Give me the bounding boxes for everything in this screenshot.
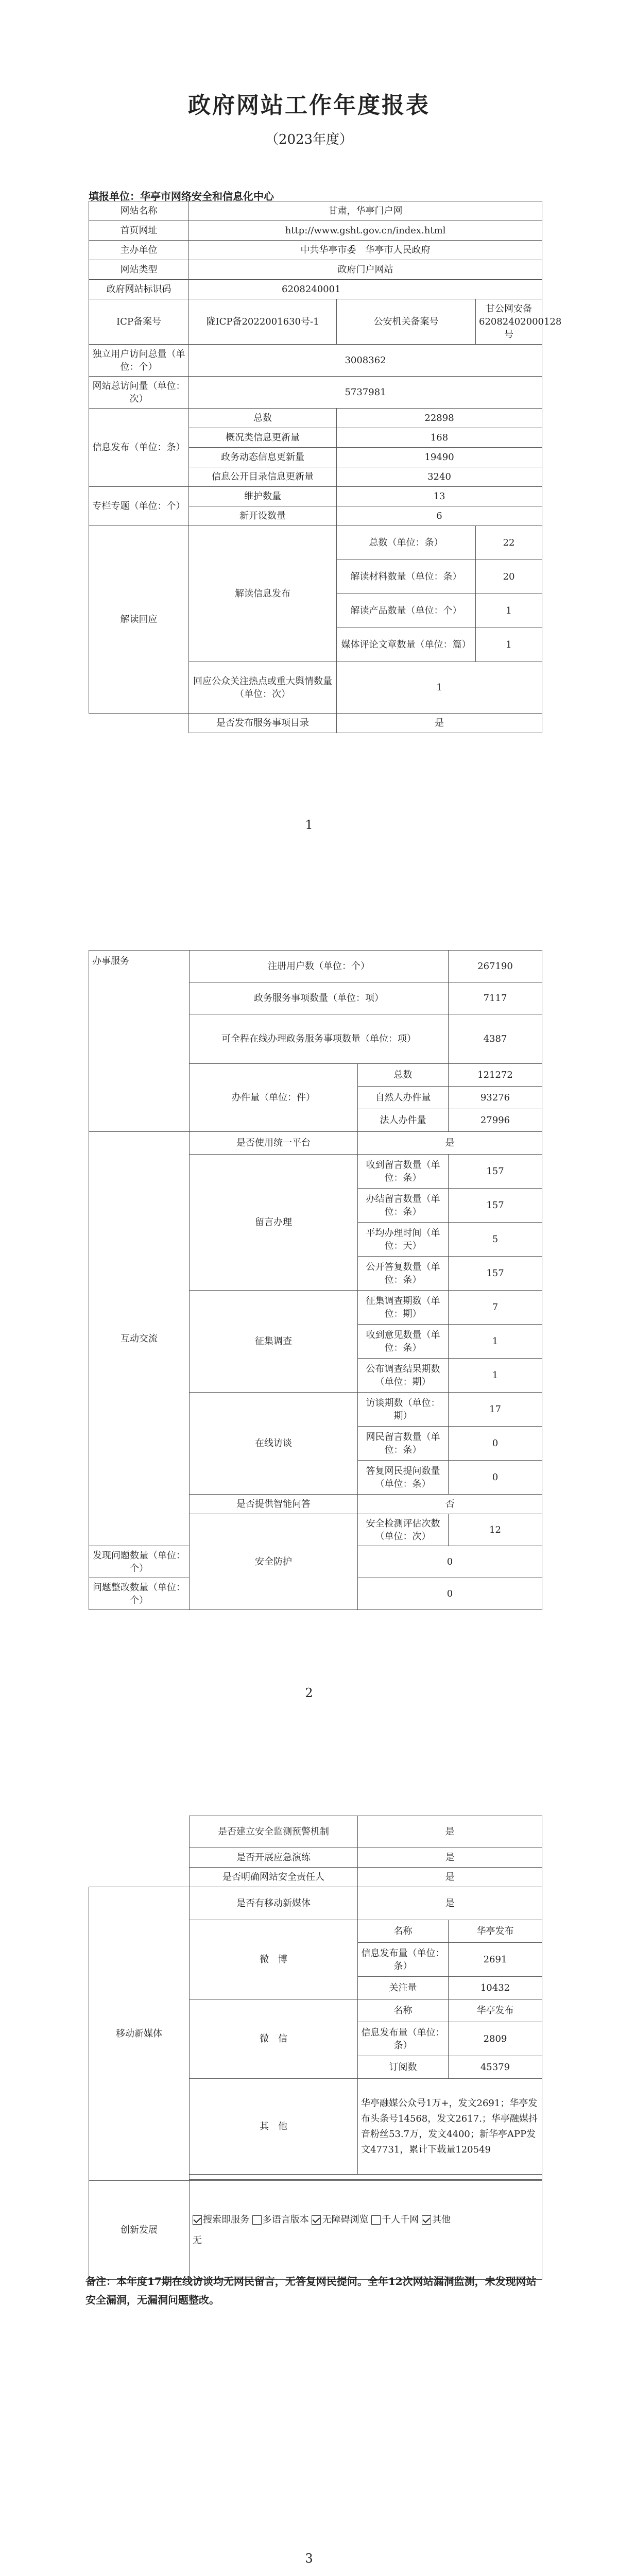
site-name-label: 网站名称: [89, 201, 189, 221]
msg-recv-value: 157: [449, 1155, 542, 1189]
homepage-label: 首页网址: [89, 221, 189, 241]
iv-question-value: 0: [449, 1427, 542, 1461]
icp-label: ICP备案号: [89, 299, 189, 345]
sec-fixed-value: 0: [358, 1578, 542, 1610]
cases-legal-label: 法人办件量: [358, 1109, 449, 1132]
sec-fixed-label: 问题整改数量（单位：个）: [89, 1578, 190, 1610]
online-label: 可全程在线办理政务服务事项数量（单位：项）: [190, 1014, 449, 1064]
survey-result-label: 公布调查结果期数（单位：期）: [358, 1359, 449, 1393]
survey-opinion-label: 收到意见数量（单位：条）: [358, 1325, 449, 1359]
msg-pub-label: 公开答复数量（单位：条）: [358, 1257, 449, 1291]
table-basic-info: [89, 201, 562, 733]
wechat-label: 微 信: [190, 1999, 358, 2079]
cases-legal-value: 27996: [449, 1109, 542, 1132]
unified-label: 是否使用统一平台: [190, 1132, 358, 1155]
cases-label: 办件量（单位：件）: [190, 1064, 358, 1132]
survey-count-label: 征集调查期数（单位：期）: [358, 1291, 449, 1325]
psb-label: 公安机关备案号: [337, 299, 476, 345]
host-label: 主办单位: [89, 241, 189, 260]
monitor-label: 是否建立安全监测预警机制: [190, 1816, 358, 1848]
info-news-label: 政务动态信息更新量: [189, 448, 337, 467]
survey-count-value: 7: [449, 1291, 542, 1325]
survey-result-value: 1: [449, 1359, 542, 1393]
innovation-label: 创新发展: [89, 2181, 190, 2280]
innov-option-other[interactable]: 其他: [422, 2214, 451, 2225]
uv-value: 3008362: [189, 345, 542, 377]
wechat-name-label: 名称: [358, 1999, 449, 2022]
survey-opinion-value: 1: [449, 1325, 542, 1359]
iv-count-label: 访谈期数（单位：期）: [358, 1393, 449, 1427]
innov-option-personalized[interactable]: 千人千网: [371, 2214, 419, 2225]
interact-label: 互动交流: [89, 1132, 190, 1546]
monitor-value: 是: [358, 1816, 542, 1848]
page-number-2: 2: [305, 1686, 313, 1700]
page-number-1: 1: [305, 818, 313, 832]
uv-label: 独立用户访问总量（单位：个）: [89, 345, 189, 377]
cases-natural-value: 93276: [449, 1087, 542, 1109]
icp-value: 陇ICP备2022001630号-1: [189, 299, 337, 345]
iv-answer-value: 0: [449, 1461, 542, 1495]
service-label: 办事服务: [89, 951, 190, 1132]
topic-maint-label: 维护数量: [189, 487, 337, 506]
items-value: 7117: [449, 982, 542, 1014]
drill-label: 是否开展应急演练: [190, 1848, 358, 1868]
site-id-value: 6208240001: [189, 280, 542, 299]
innov-option-accessibility[interactable]: 无障碍浏览: [312, 2214, 368, 2225]
security-label: 安全防护: [190, 1514, 358, 1610]
info-total-value: 22898: [337, 409, 542, 428]
weibo-label: 微 博: [190, 1920, 358, 1999]
topic-maint-value: 13: [337, 487, 542, 506]
info-overview-label: 概况类信息更新量: [189, 428, 337, 448]
has-mobile-value: 是: [358, 1887, 542, 1920]
wechat-sub-value: 45379: [449, 2056, 542, 2079]
sec-found-label: 发现问题数量（单位：个）: [89, 1546, 190, 1578]
cases-total-value: 121272: [449, 1064, 542, 1087]
mobile-label: 移动新媒体: [89, 1887, 190, 2181]
msg-done-value: 157: [449, 1189, 542, 1223]
iv-count-value: 17: [449, 1393, 542, 1427]
iv-answer-label: 答复网民提问数量（单位：条）: [358, 1461, 449, 1495]
items-label: 政务服务事项数量（单位：项）: [190, 982, 449, 1014]
cases-natural-label: 自然人办件量: [358, 1087, 449, 1109]
reg-value: 267190: [449, 951, 542, 982]
weibo-follow-label: 关注量: [358, 1977, 449, 1999]
report-title: 政府网站工作年度报表: [188, 92, 430, 118]
smart-qa-label: 是否提供智能问答: [190, 1495, 358, 1514]
weibo-name-label: 名称: [358, 1920, 449, 1943]
innov-other-text: 无: [193, 2234, 202, 2246]
interp-material-label: 解读材料数量（单位：条）: [337, 560, 476, 594]
interp-product-value: 1: [476, 594, 542, 628]
info-overview-value: 168: [337, 428, 542, 448]
weibo-follow-value: 10432: [449, 1977, 542, 1999]
weibo-info-label: 信息发布量（单位：条）: [358, 1943, 449, 1977]
msg-recv-label: 收到留言数量（单位：条）: [358, 1155, 449, 1189]
innov-option-multilingual[interactable]: 多语言版本: [252, 2214, 309, 2225]
remark-note: 备注：本年度17期在线访谈均无网民留言，无答复网民提问。全年12次网站漏洞监测，未发现网站安全漏洞，无漏洞问题整改。: [85, 2275, 537, 2306]
drill-value: 是: [358, 1848, 542, 1868]
respond-label: 回应公众关注热点或重大舆情数量（单位：次）: [189, 662, 337, 714]
weibo-info-value: 2691: [449, 1943, 542, 1977]
msg-avg-value: 5: [449, 1223, 542, 1257]
checkbox[interactable]: [312, 2215, 321, 2225]
msg-label: 留言办理: [190, 1155, 358, 1291]
info-catalog-value: 3240: [337, 467, 542, 487]
interp-total-label: 总数（单位：条）: [337, 526, 476, 560]
report-year: （2023年度）: [265, 132, 353, 147]
pv-value: 5737981: [189, 377, 542, 409]
interp-pub-label: 解读信息发布: [189, 526, 337, 662]
table-service-interaction: [89, 950, 542, 1610]
checkbox[interactable]: [193, 2215, 202, 2225]
has-mobile-label: 是否有移动新媒体: [190, 1887, 358, 1920]
psb-value: 甘公网安备62082402000128号: [476, 299, 542, 345]
sec-found-value: 0: [358, 1546, 542, 1578]
interview-label: 在线访谈: [190, 1393, 358, 1495]
wechat-info-value: 2809: [449, 2022, 542, 2056]
host-value: 中共华亭市委 华亭市人民政府: [189, 241, 542, 260]
sec-check-value: 12: [449, 1514, 542, 1546]
innovation-options: [190, 2181, 542, 2280]
other-media-label: 其 他: [190, 2079, 358, 2175]
person-label: 是否明确网站安全责任人: [190, 1868, 358, 1887]
interp-product-label: 解读产品数量（单位：个）: [337, 594, 476, 628]
catalog-value: 是: [337, 714, 542, 733]
pv-label: 网站总访问量（单位：次）: [89, 377, 189, 409]
catalog-label: 是否发布服务事项目录: [189, 714, 337, 733]
weibo-name-value: 华亭发布: [449, 1920, 542, 1943]
topic-new-value: 6: [337, 506, 542, 526]
iv-question-label: 网民留言数量（单位：条）: [358, 1427, 449, 1461]
interp-media-value: 1: [476, 628, 542, 662]
online-value: 4387: [449, 1014, 542, 1064]
wechat-name-value: 华亭发布: [449, 1999, 542, 2022]
site-type-value: 政府门户网站: [189, 260, 542, 280]
topic-new-label: 新开设数量: [189, 506, 337, 526]
info-catalog-label: 信息公开目录信息更新量: [189, 467, 337, 487]
info-label: 信息发布（单位：条）: [89, 409, 189, 487]
interp-material-value: 20: [476, 560, 542, 594]
msg-pub-value: 157: [449, 1257, 542, 1291]
topic-label: 专栏专题（单位：个）: [89, 487, 189, 526]
unified-value: 是: [358, 1132, 542, 1155]
checkbox[interactable]: [252, 2215, 262, 2225]
site-type-label: 网站类型: [89, 260, 189, 280]
site-name-value: 甘肃，华亭门户网: [189, 201, 542, 221]
person-value: 是: [358, 1868, 542, 1887]
fill-by-unit: 填报单位：华亭市网络安全和信息化中心: [89, 190, 274, 202]
msg-done-label: 办结留言数量（单位：条）: [358, 1189, 449, 1223]
reg-label: 注册用户数（单位：个）: [190, 951, 449, 982]
interp-total-value: 22: [476, 526, 542, 560]
table-security-media: [89, 1816, 542, 2280]
wechat-sub-label: 订阅数: [358, 2056, 449, 2079]
checkbox[interactable]: [371, 2215, 381, 2225]
cases-total-label: 总数: [358, 1064, 449, 1087]
sec-check-label: 安全检测评估次数（单位：次）: [358, 1514, 449, 1546]
innov-option-search-service[interactable]: 搜索即服务: [193, 2214, 249, 2225]
survey-label: 征集调查: [190, 1291, 358, 1393]
info-total-label: 总数: [189, 409, 337, 428]
interp-media-label: 媒体评论文章数量（单位：篇）: [337, 628, 476, 662]
other-media-value: 华亭融媒公众号1万+，发文2691；华亭发布头条号14568，发文2617.；华亭融媒抖音粉丝53.7万，发文4400；新华亭APP发文47731，累计下载量120549: [358, 2079, 542, 2175]
msg-avg-label: 平均办理时间（单位：天）: [358, 1223, 449, 1257]
homepage-url[interactable]: http://www.gsht.gov.cn/index.html: [189, 221, 542, 241]
page-number-3: 3: [305, 2551, 313, 2566]
site-id-label: 政府网站标识码: [89, 280, 189, 299]
interp-label: 解读回应: [89, 526, 189, 714]
respond-value: 1: [337, 662, 542, 714]
checkbox[interactable]: [422, 2215, 431, 2225]
smart-qa-value: 否: [358, 1495, 542, 1514]
wechat-info-label: 信息发布量（单位：条）: [358, 2022, 449, 2056]
info-news-value: 19490: [337, 448, 542, 467]
